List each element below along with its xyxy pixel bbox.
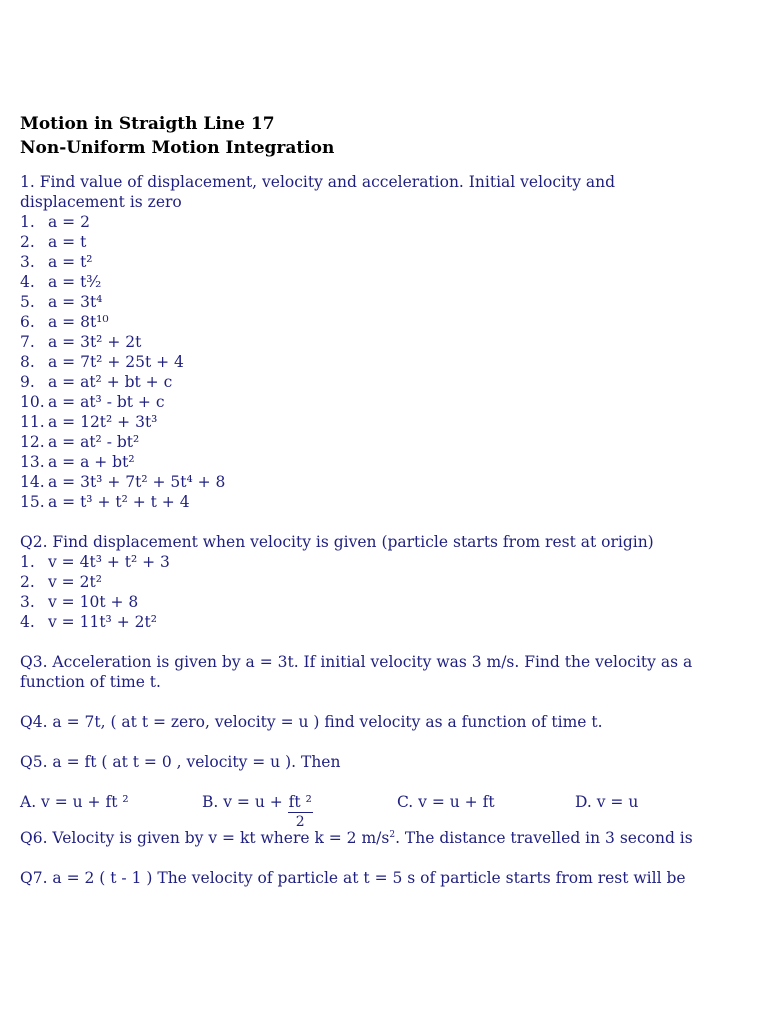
q1-item-number: 10.: [20, 393, 45, 411]
q1-item: [20, 312, 740, 332]
q1-item-number: 1.: [20, 213, 35, 231]
q1-item-number: 11.: [20, 413, 45, 431]
q2-item-number: 2.: [20, 573, 35, 591]
question-4: Q4. a = 7t, ( at t = zero, velocity = u ) find velocity as a function of time t.: [20, 713, 603, 731]
q1-item-number: 5.: [20, 293, 35, 311]
q6-superscript: 2: [389, 829, 396, 840]
q1-item-expression: a = t: [48, 233, 87, 251]
q3-line-1: Q3. Acceleration is given by a = 3t. If initial velocity was 3 m/s. Find the velocity as a: [20, 653, 693, 671]
q1-item-expression: a = a + bt²: [48, 453, 135, 471]
q1-item-number: 6.: [20, 313, 35, 331]
question-7: Q7. a = 2 ( t - 1 ) The velocity of particle at t = 5 s of particle starts from rest will be: [20, 869, 686, 887]
q1-item-number: 8.: [20, 353, 35, 371]
q1-item-expression: a = 3t⁴: [48, 293, 103, 311]
q1-item-expression: a = 12t² + 3t³: [48, 413, 158, 431]
q1-item-number: 7.: [20, 333, 35, 351]
q1-item-expression: a = 7t² + 25t + 4: [48, 353, 184, 371]
q1-item: [20, 252, 740, 272]
q2-item: [20, 552, 740, 572]
q1-item-number: 4.: [20, 273, 35, 291]
q5-option-b-prefix: B. v = u +: [202, 793, 288, 811]
q6-text-before: Q6. Velocity is given by v = kt where k = 2 m/s: [20, 829, 390, 847]
q1-item-number: 15.: [20, 493, 45, 511]
q2-item-number: 4.: [20, 613, 35, 631]
q5-option-d: D. v = u: [575, 793, 639, 811]
q1-item-expression: a = t³ + t² + t + 4: [48, 493, 190, 511]
q5-option-a: A. v = u + ft ²: [20, 793, 129, 811]
q1-item: [20, 212, 740, 232]
q1-item-expression: a = at³ - bt + c: [48, 393, 165, 411]
q1-item: [20, 292, 740, 312]
q1-item-number: 12.: [20, 433, 45, 451]
q5-option-b: [202, 792, 313, 831]
q1-item-expression: a = 8t¹⁰: [48, 313, 109, 331]
q3-line-2: function of time t.: [20, 673, 161, 691]
q1-item: [20, 452, 740, 472]
q1-item-expression: a = 3t² + 2t: [48, 333, 142, 351]
title-line-2: Non-Uniform Motion Integration: [20, 138, 335, 158]
q1-item: [20, 332, 740, 352]
q1-item: [20, 372, 740, 392]
q1-item: [20, 392, 740, 412]
q5-option-b-numerator: ft ²: [288, 793, 312, 811]
q1-item-expression: a = t³⁄₂: [48, 273, 102, 291]
q5-option-b-denominator: 2: [295, 814, 305, 830]
q1-item-expression: a = 2: [48, 213, 90, 231]
question-1: [20, 172, 740, 512]
q1-item: [20, 232, 740, 252]
q1-item: [20, 432, 740, 452]
q1-prompt-line-1: 1. Find value of displacement, velocity and acceleration. Initial velocity and: [20, 173, 616, 191]
q1-item-number: 2.: [20, 233, 35, 251]
question-3: [20, 652, 740, 692]
q1-item-number: 14.: [20, 473, 45, 491]
question-2: [20, 532, 740, 632]
q1-prompt-line-2: displacement is zero: [20, 193, 182, 211]
q1-item-expression: a = at² + bt + c: [48, 373, 173, 391]
question-5: Q5. a = ft ( at t = 0 , velocity = u ). Then: [20, 753, 341, 771]
q2-item-expression: v = 2t²: [48, 573, 102, 591]
q1-item-list: [20, 212, 740, 512]
q1-item-expression: a = t²: [48, 253, 93, 271]
q2-item-expression: v = 10t + 8: [48, 593, 139, 611]
q2-item: [20, 612, 740, 632]
q1-item: [20, 272, 740, 292]
q2-item-number: 3.: [20, 593, 35, 611]
q2-item-expression: v = 11t³ + 2t²: [48, 613, 157, 631]
q1-item: [20, 472, 740, 492]
q5-option-c: C. v = u + ft: [397, 793, 495, 811]
q5-options: [20, 792, 740, 832]
q1-item-number: 3.: [20, 253, 35, 271]
q2-item-list: [20, 552, 740, 632]
q1-item-number: 9.: [20, 373, 35, 391]
q5-option-b-fraction: [288, 792, 313, 831]
q1-item: [20, 492, 740, 512]
q2-item: [20, 572, 740, 592]
q6-text-after: . The distance travelled in 3 second is: [395, 829, 693, 847]
q1-item-expression: a = at² - bt²: [48, 433, 140, 451]
q2-prompt: Q2. Find displacement when velocity is given (particle starts from rest at origin): [20, 533, 654, 551]
q1-item-expression: a = 3t³ + 7t² + 5t⁴ + 8: [48, 473, 226, 491]
q1-item: [20, 412, 740, 432]
title-line-1: Motion in Straigth Line 17: [20, 114, 275, 134]
q1-item-number: 13.: [20, 453, 45, 471]
q2-item-number: 1.: [20, 553, 35, 571]
worksheet-page: [20, 112, 740, 888]
q2-item-expression: v = 4t³ + t² + 3: [48, 553, 170, 571]
q2-item: [20, 592, 740, 612]
q1-item: [20, 352, 740, 372]
